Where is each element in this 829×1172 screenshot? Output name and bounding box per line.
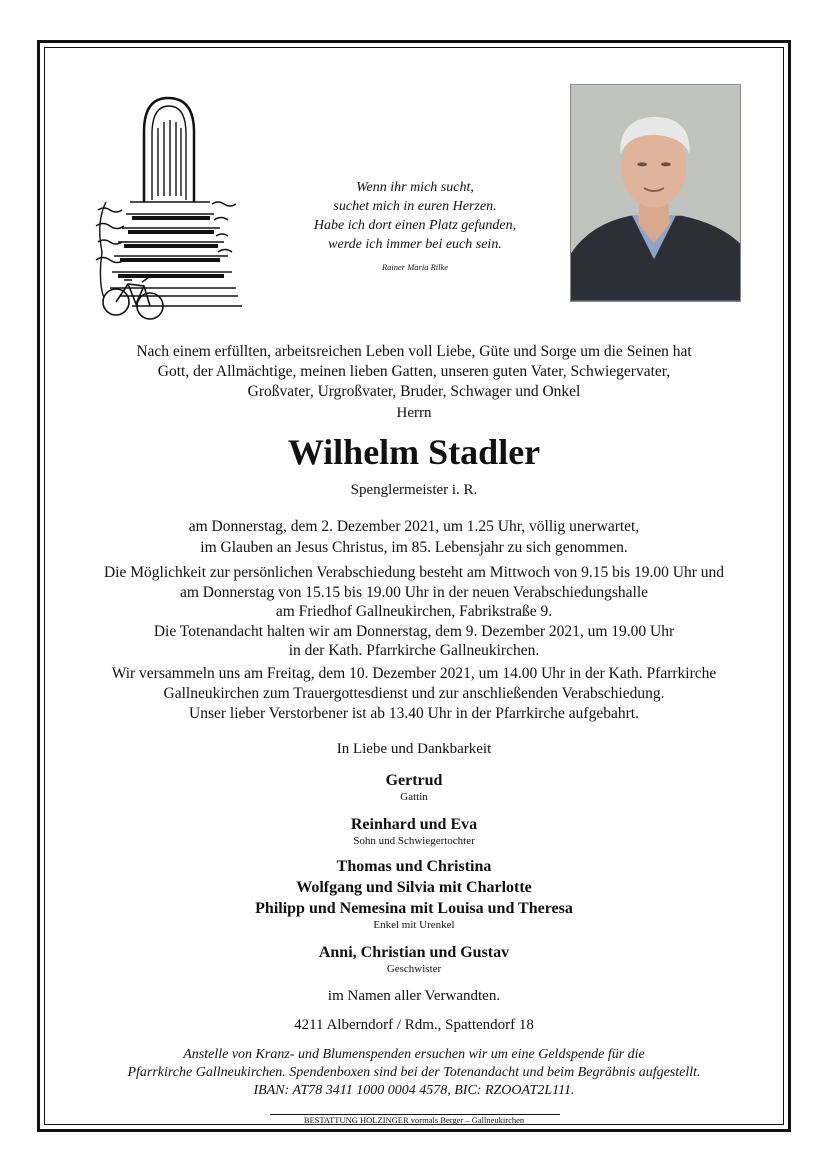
donation-note xyxy=(44,1046,784,1100)
family-group-siblings xyxy=(44,942,784,976)
family-group-son xyxy=(44,814,784,848)
family-relation: Gattin xyxy=(400,791,428,803)
family-names: Thomas und Christina xyxy=(336,858,492,875)
portrait-photo xyxy=(570,84,741,302)
quote-line: werde ich immer bei euch sein. xyxy=(328,237,502,252)
farewell-info xyxy=(44,563,784,661)
farewell-line: am Donnerstag von 15.15 bis 19.00 Uhr in der neuen Verabschiedungshalle xyxy=(179,583,649,601)
death-line: im Glauben an Jesus Christus, im 85. Lebensjahr zu sich genommen. xyxy=(200,539,628,556)
quote-block xyxy=(290,178,540,277)
intro-text xyxy=(44,342,784,402)
closing-phrase: In Liebe und Dankbarkeit xyxy=(336,741,492,757)
funeral-line: Gallneukirchen zum Trauergottesdienst und zur anschließenden Verabschiedung. xyxy=(163,685,665,702)
family-group-spouse xyxy=(44,770,784,804)
donation-line: IBAN: AT78 3411 1000 0004 4578, BIC: RZOOAT2L111. xyxy=(253,1083,575,1098)
behalf-text: im Namen aller Verwandten. xyxy=(327,988,501,1004)
quote-line: Wenn ihr mich sucht, xyxy=(356,180,474,195)
family-relation: Sohn und Schwiegertochter xyxy=(353,835,475,847)
undertaker-footer: BESTATTUNG HOLZINGER vormals Berger – Gallneukirchen xyxy=(303,1115,525,1125)
death-line: am Donnerstag, dem 2. Dezember 2021, um 1.25 Uhr, völlig unerwartet, xyxy=(188,518,640,535)
family-names: Wolfgang und Silvia mit Charlotte xyxy=(296,879,532,896)
family-relation: Geschwister xyxy=(386,963,442,975)
funeral-line: Wir versammeln uns am Freitag, dem 10. Dezember 2021, um 14.00 Uhr in der Kath. Pfarrkirche xyxy=(111,665,717,682)
doorway-stairs-bicycle-drawing xyxy=(92,92,244,326)
intro-line: Nach einem erfüllten, arbeitsreichen Leben voll Liebe, Güte und Sorge um die Seinen hat xyxy=(136,343,692,360)
intro-line: Gott, der Allmächtige, meinen lieben Gatten, unseren guten Vater, Schwiegervater, xyxy=(157,363,671,380)
salutation: Herrn xyxy=(396,405,432,421)
deceased-name: Wilhelm Stadler xyxy=(287,432,541,472)
profession: Spenglermeister i. R. xyxy=(350,482,478,498)
family-names: Reinhard und Eva xyxy=(350,816,478,833)
donation-line: Anstelle von Kranz- und Blumenspenden ersuchen wir um eine Geldspende für die xyxy=(183,1047,645,1062)
intro-line: Großvater, Urgroßvater, Bruder, Schwager und Onkel xyxy=(247,383,581,400)
family-names: Anni, Christian und Gustav xyxy=(318,944,510,961)
death-notice xyxy=(44,516,784,558)
family-group-grandchildren xyxy=(44,856,784,932)
farewell-line: in der Kath. Pfarrkirche Gallneukirchen. xyxy=(288,642,540,659)
funeral-info xyxy=(44,664,784,724)
family-relation: Enkel mit Urenkel xyxy=(373,919,455,931)
farewell-line: Die Totenandacht halten wir am Donnerstag, dem 9. Dezember 2021, um 19.00 Uhr xyxy=(153,622,675,640)
quote-line: Habe ich dort einen Platz gefunden, xyxy=(313,218,517,233)
family-names: Philipp und Nemesina mit Louisa und Theresa xyxy=(255,900,573,917)
quote-line: suchet mich in euren Herzen. xyxy=(333,199,497,214)
funeral-line: Unser lieber Verstorbener ist ab 13.40 Uhr in der Pfarrkirche aufgebahrt. xyxy=(189,705,639,722)
family-names: Gertrud xyxy=(385,772,443,789)
farewell-line: Die Möglichkeit zur persönlichen Verabschiedung besteht am Mittwoch von 9.15 bis 19.00 Uhr und xyxy=(103,564,725,581)
donation-line: Pfarrkirche Gallneukirchen. Spendenboxen sind bei der Totenandacht und beim Begräbnis aufgestellt. xyxy=(127,1065,701,1080)
quote-author: Rainer Maria Rilke xyxy=(381,262,449,272)
farewell-line: am Friedhof Gallneukirchen, Fabrikstraße 9. xyxy=(275,603,553,620)
family-address: 4211 Alberndorf / Rdm., Spattendorf 18 xyxy=(294,1017,534,1033)
